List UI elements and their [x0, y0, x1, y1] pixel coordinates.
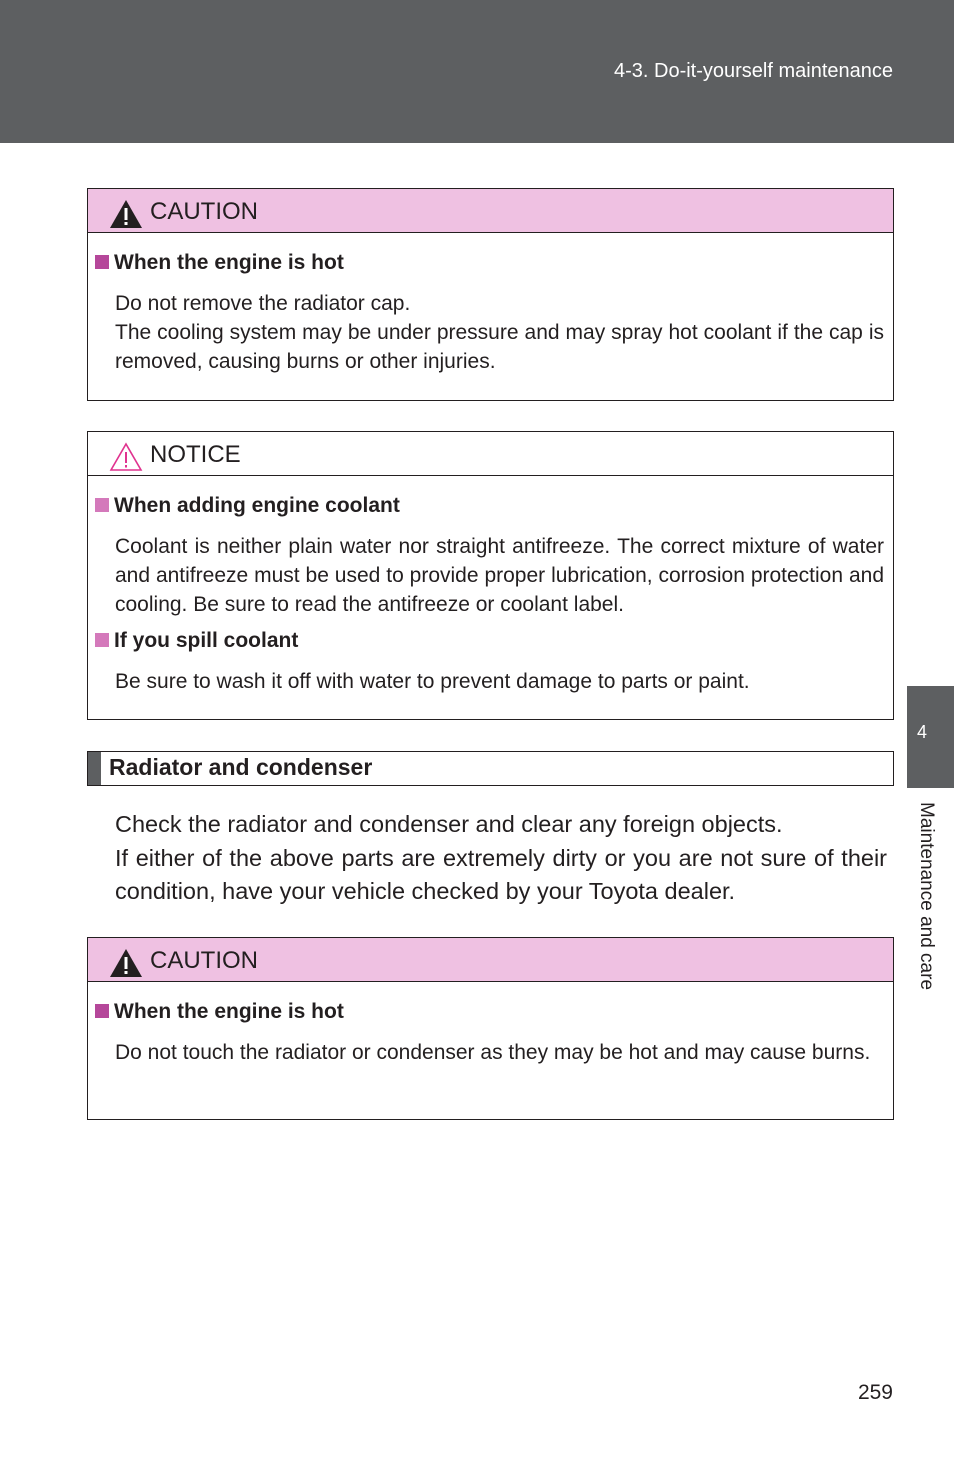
warning-triangle-filled-icon	[109, 948, 143, 978]
paragraph: Do not touch the radiator or condenser as they may be hot and may cause burns.	[115, 1041, 871, 1064]
notice-box-coolant	[87, 431, 894, 720]
caution-header	[88, 189, 893, 233]
subheading: If you spill coolant	[95, 629, 893, 655]
caution-box-engine-hot-radiator	[87, 937, 894, 1120]
notice-label: NOTICE	[150, 441, 241, 468]
paragraph: The cooling system may be under pressure and may spray hot coolant if the cap is removed, causing burns or other injuries.	[115, 321, 884, 373]
chapter-title: 4-3. Do-it-yourself maintenance	[613, 60, 893, 82]
section-heading-bar	[88, 752, 101, 785]
caution-label: CAUTION	[150, 947, 258, 974]
warning-triangle-filled-icon	[109, 199, 143, 229]
square-bullet-icon	[95, 255, 109, 269]
subheading: When the engine is hot	[95, 1000, 893, 1026]
paragraph: Do not remove the radiator cap.	[115, 292, 411, 315]
section-title: Radiator and condenser	[109, 754, 373, 780]
chapter-tab	[907, 686, 954, 788]
paragraph: If either of the above parts are extremely dirty or you are not sure of their condition, have your vehicle checked by your Toyota dealer.	[115, 844, 887, 904]
chapter-number: 4	[917, 722, 928, 742]
subheading: When adding engine coolant	[95, 494, 893, 520]
section-heading	[87, 751, 894, 786]
paragraph: Check the radiator and condenser and clear any foreign objects.	[115, 811, 783, 837]
caution-label: CAUTION	[150, 198, 258, 225]
section-body	[115, 808, 887, 909]
paragraph: Coolant is neither plain water nor straight antifreeze. The correct mixture of water and antifreeze must be used to provide proper lubrication, corrosion protection and cooling. Be sure to read the antifreeze or coolant label.	[115, 535, 884, 616]
page-number: 259	[857, 1381, 893, 1404]
header-bar	[0, 0, 954, 143]
chapter-side-label: Maintenance and care	[916, 802, 937, 991]
square-bullet-icon	[95, 633, 109, 647]
notice-header	[88, 432, 893, 476]
square-bullet-icon	[95, 498, 109, 512]
subheading: When the engine is hot	[95, 251, 893, 277]
paragraph: Be sure to wash it off with water to prevent damage to parts or paint.	[115, 670, 750, 693]
caution-header	[88, 938, 893, 982]
caution-box-engine-hot-cap	[87, 188, 894, 401]
warning-triangle-outline-icon	[109, 442, 143, 472]
square-bullet-icon	[95, 1004, 109, 1018]
